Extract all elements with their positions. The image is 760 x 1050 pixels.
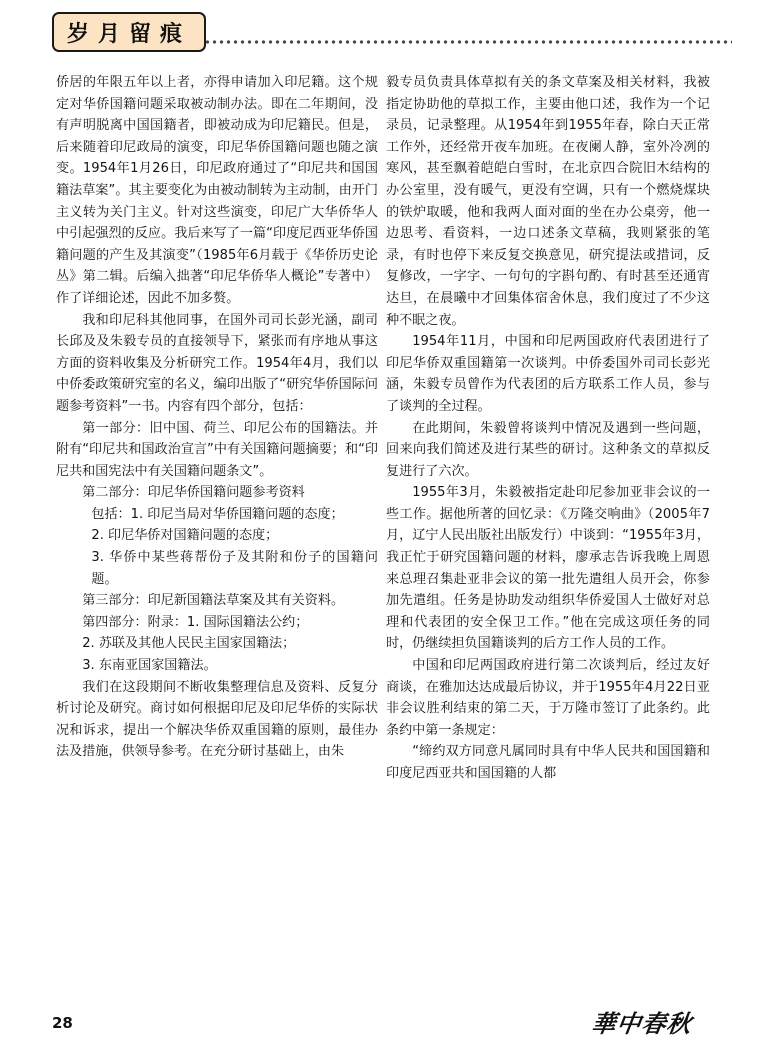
left-text-column: [56, 72, 378, 763]
header-dotted-rule: [204, 39, 732, 45]
paragraph: 2. 印尼华侨对国籍问题的态度；: [91, 528, 279, 544]
paragraph: 3. 东南亚国家国籍法。: [82, 658, 217, 674]
paragraph: 1954年11月，中国和印尼两国政府代表团进行了印尼华侨双重国籍第一次谈判。中侨委国外司司长彭光涵，朱毅专员曾作为代表团的后方联系工作人员，参与了谈判的全过程。: [386, 334, 710, 414]
paragraph: 包括：1. 印尼当局对华侨国籍问题的态度；: [91, 506, 344, 522]
paragraph: 我和印尼科其他同事，在国外司司长彭光涵，副司长邱及及朱毅专员的直接领导下，紧张而有序地从事这方面的资料收集及分析研究工作。1954年4月，我们以中侨委政策研究室的名义，编印出版了“研究华侨国际问题参考资料”一书。内容有四个部分，包括：: [56, 312, 378, 414]
paragraph: 1955年3月，朱毅被指定赴印尼参加亚非会议的一些工作。据他所著的回忆录：《万隆交响曲》（2005年7月，辽宁人民出版社出版发行）中谈到：“1955年3月，我正忙于研究国籍问题的材料，廖承志告诉我晚上周恩来总理召集赴亚非会议的第一批先遣组人员开会，你参加先遣组。任务是协助发动组织华侨爱国人士做好对总理和代表团的安全保卫工作。”他在完成这项任务的同时，仍继续担负国籍谈判的后方工作人员的工作。: [386, 485, 710, 652]
paragraph: 我们在这段期间不断收集整理信息及资料、反复分析讨论及研究。商讨如何根据印尼及印尼华侨的实际状况和诉求，提出一个解决华侨双重国籍的原则，最佳办法及措施，供领导参考。在充分研讨基础上，由朱: [56, 679, 378, 760]
page-header: [0, 0, 760, 60]
section-title-badge: 岁月留痕: [52, 12, 206, 52]
paragraph: 在此期间，朱毅曾将谈判中情况及遇到一些问题，回来向我们简述及进行某些的研讨。这种条文的草拟反复进行了六次。: [386, 420, 710, 479]
right-text-column: [386, 72, 710, 785]
magazine-logo: 華中春秋: [589, 1009, 694, 1038]
paragraph: 毅专员负责具体草拟有关的条文草案及相关材料，我被指定协助他的草拟工作，主要由他口述，我作为一个记录员，记录整理。从1954年到1955年春，除白天正常工作外，还经常开夜车加班。在夜阑人静，室外冷冽的寒风，甚至飘着皑皑白雪时，在北京四合院旧木结构的办公室里，没有暖气，更没有空调，只有一个燃烧煤块的铁炉取暖，他和我两人面对面的坐在办公桌旁，他一边思考、看资料，一边口述条文草稿，我则紧张的笔录，有时也停下来反复交换意见，研究提法或措词，反复修改，一字字、一句句的字斟句酌、有时甚至还通宵达旦，在晨曦中才回集体宿舍休息，我们度过了不少这种不眠之夜。: [386, 75, 710, 328]
paragraph: 第一部分：旧中国、荷兰、印尼公布的国籍法。并附有“印尼共和国政治宣言”中有关国籍问题摘要；和“印尼共和国宪法中有关国籍问题条文”。: [56, 420, 378, 479]
paragraph: 第二部分：印尼华侨国籍问题参考资料: [82, 485, 305, 501]
paragraph: 中国和印尼两国政府进行第二次谈判后，经过友好商谈，在雅加达达成最后协议，并于1955年4月22日亚非会议胜利结束的第二天，于万隆市签订了此条约。此条约中第一条规定：: [386, 658, 710, 738]
paragraph: 侨居的年限五年以上者，亦得申请加入印尼籍。这个规定对华侨国籍问题采取被动制办法。即在二年期间，没有声明脱离中国国籍者，即被动成为印尼籍民。但是，后来随着印尼政局的演变，印尼华侨国籍问题也随之演变。1954年1月26日，印尼政府通过了“印尼共和国国籍法草案”。其主要变化为由被动制转为主动制，由开门主义转为关门主义。针对这些演变，印尼广大华侨华人中引起强烈的反应。我后来写了一篇“印度尼西亚华侨国籍问题的产生及其演变”（1985年6月载于《华侨历史论丛》第二辑。后编入拙著“印尼华侨华人概论”专著中）作了详细论述，因此不加多赘。: [56, 75, 378, 306]
paragraph: 第四部分：附录：1. 国际国籍法公约；: [82, 614, 309, 630]
paragraph: 第三部分：印尼新国籍法草案及其有关资料。: [82, 593, 345, 609]
paragraph: 3. 华侨中某些蒋帮份子及其附和份子的国籍问题。: [91, 550, 378, 587]
paragraph: 2. 苏联及其他人民民主国家国籍法；: [82, 636, 296, 652]
page-number: 28: [52, 1014, 73, 1032]
paragraph: “缔约双方同意凡属同时具有中华人民共和国国籍和印度尼西亚共和国国籍的人都: [386, 744, 710, 781]
